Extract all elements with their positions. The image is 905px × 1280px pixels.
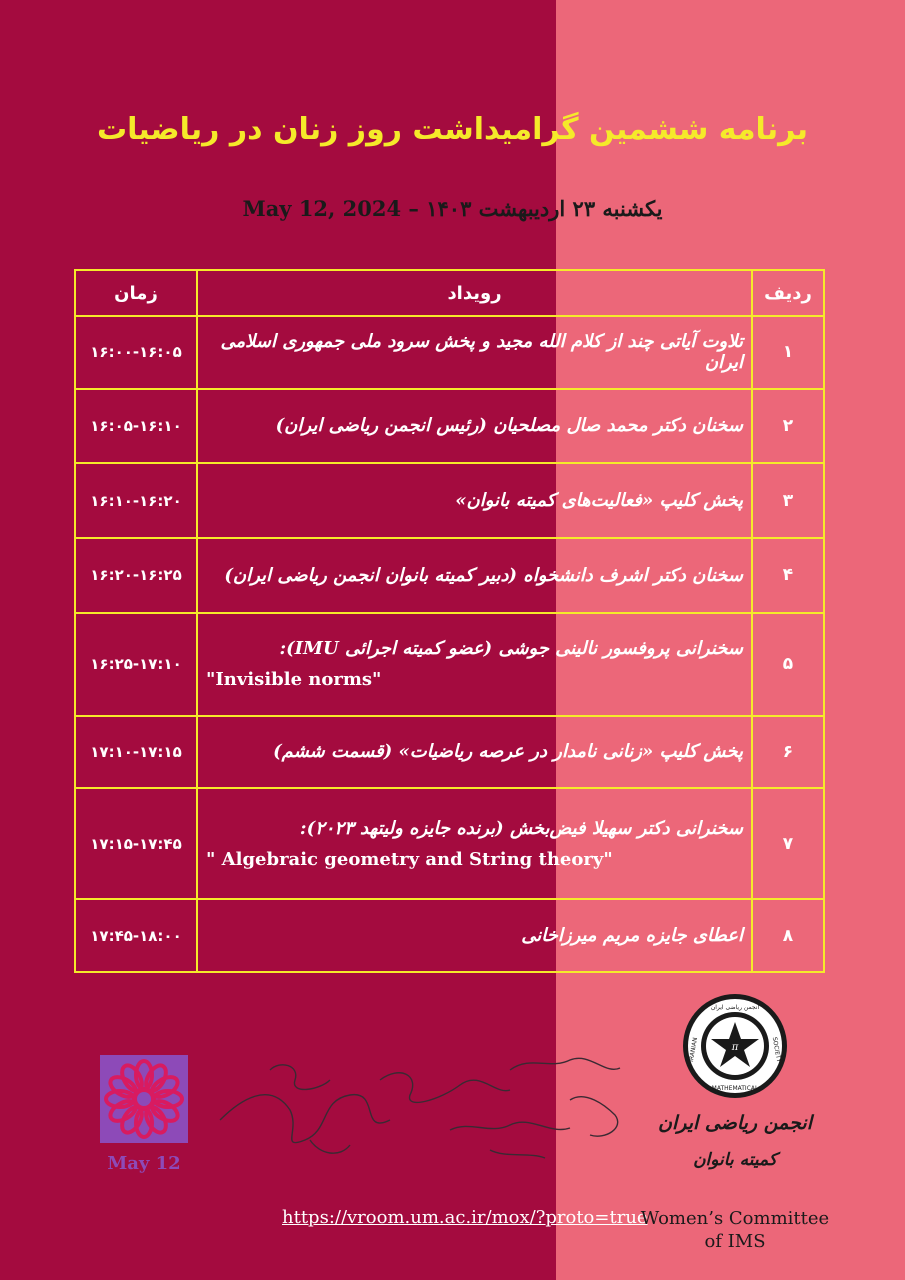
schedule-table: [74, 269, 825, 973]
row-num: ۵: [752, 613, 824, 716]
row-event: [197, 716, 752, 789]
event-text: پخش کلیپ «زنانی نامدار در عرصه ریاضیات» (قسمت ششم): [273, 741, 743, 763]
row-event: [197, 613, 752, 716]
table-row: [75, 389, 824, 464]
row-time: ۱۷:۱۵-۱۷:۴۵: [75, 788, 197, 899]
row-num: ۱: [752, 316, 824, 389]
row-num: ۸: [752, 899, 824, 972]
committee-en-line1: Women’s Committee: [640, 1208, 830, 1229]
row-time: ۱۶:۲۵-۱۷:۱۰: [75, 613, 197, 716]
row-num: ۴: [752, 538, 824, 613]
logo-text-top: انجمن ریاضی ایران: [710, 1004, 760, 1011]
row-event: [197, 899, 752, 972]
header-time: زمان: [75, 270, 197, 316]
may12-label: May 12: [107, 1153, 181, 1174]
row-time: ۱۶:۰۰-۱۶:۰۵: [75, 316, 197, 389]
table-row: [75, 788, 824, 899]
svg-text:π: π: [731, 1042, 739, 1053]
row-time: ۱۶:۲۰-۱۶:۲۵: [75, 538, 197, 613]
event-text: تلاوت آیاتی چند از کلام الله مجید و پخش سرود ملی جمهوری اسلامی ایران: [220, 331, 743, 374]
committee-en-line2: of IMS: [704, 1231, 766, 1252]
row-time: ۱۶:۰۵-۱۶:۱۰: [75, 389, 197, 464]
row-time: ۱۶:۱۰-۱۶:۲۰: [75, 463, 197, 538]
society-name: انجمن ریاضی ایران: [657, 1112, 812, 1134]
event-text: سخنان دکتر محمد صال مصلحیان (رئیس انجمن ریاضی ایران): [275, 415, 743, 437]
logo-text-right: SOCIETY: [770, 1036, 783, 1063]
table-row: [75, 716, 824, 789]
logo-text-bottom: MATHEMATICAL: [711, 1085, 759, 1092]
event-text: سخنرانی دکتر سهیلا فیض‌بخش (برنده جایزه ولیتهد ۲۰۲۳):: [299, 817, 743, 839]
event-text: اعطای جایزه مریم میرزاخانی: [521, 925, 743, 947]
row-time: ۱۷:۱۰-۱۷:۱۵: [75, 716, 197, 789]
row-event: [197, 788, 752, 899]
committee-english: [640, 1207, 830, 1253]
table-header-row: [75, 270, 824, 316]
row-event: [197, 316, 752, 389]
talk-title: "Invisible norms": [206, 669, 382, 691]
table-row: [75, 538, 824, 613]
header-num: ردیف: [752, 270, 824, 316]
talk-title: " Algebraic geometry and String theory": [206, 848, 613, 870]
row-event: [197, 463, 752, 538]
event-text: پخش کلیپ «فعالیت‌های کمیته بانوان»: [455, 490, 743, 512]
ims-logo-icon: [681, 992, 789, 1100]
row-num: ۳: [752, 463, 824, 538]
header-event: رویداد: [197, 270, 752, 316]
row-num: ۶: [752, 716, 824, 789]
table-row: [75, 899, 824, 972]
flower-logo-icon: [100, 1055, 188, 1143]
meeting-link[interactable]: https://vroom.um.ac.ir/mox/?proto=true: [282, 1207, 648, 1228]
event-text: سخنرانی پروفسور نالینی جوشی (عضو کمیته اجرائی IMU):: [279, 638, 743, 660]
table-row: [75, 613, 824, 716]
event-text: سخنان دکتر اشرف دانشخواه (دبیر کمیته بانوان انجمن ریاضی ایران): [224, 564, 743, 586]
row-num: ۲: [752, 389, 824, 464]
signature-doodle: [210, 1040, 640, 1170]
row-num: ۷: [752, 788, 824, 899]
row-event: [197, 389, 752, 464]
committee-name: کمیته بانوان: [693, 1150, 777, 1170]
page-title: برنامه ششمین گرامیداشت روز زنان در ریاضیات: [96, 112, 809, 147]
row-time: ۱۷:۴۵-۱۸:۰۰: [75, 899, 197, 972]
event-date: یکشنبه ۲۳ اردیبهشت ۱۴۰۳ – May 12, 2024: [242, 196, 663, 221]
table-row: [75, 316, 824, 389]
logo-text-left: IRANIAN: [687, 1036, 700, 1063]
table-row: [75, 463, 824, 538]
row-event: [197, 538, 752, 613]
